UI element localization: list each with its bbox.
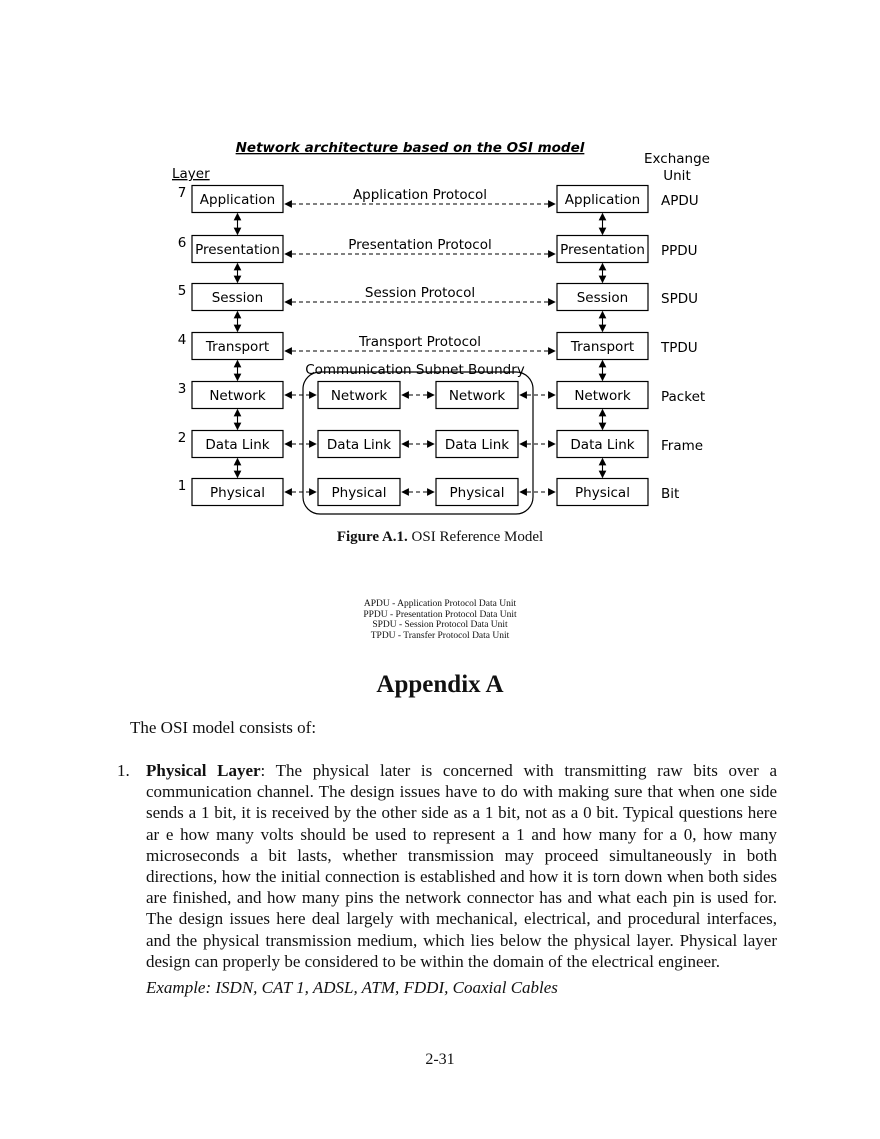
protocol-label: Application Protocol — [352, 187, 488, 203]
exchange-unit: SPDU — [661, 291, 698, 307]
exchange-unit: Bit — [661, 486, 680, 502]
abbreviation-line: APDU - Application Protocol Data Unit — [363, 599, 517, 609]
abbreviation-line: PPDU - Presentation Protocol Data Unit — [363, 609, 517, 620]
list-item-body — [146, 760, 777, 972]
host-b-layer-label: Session — [576, 290, 629, 306]
protocol-label: Presentation Protocol — [348, 237, 492, 253]
host-b-layer-label: Physical — [575, 485, 630, 501]
abbreviation-list — [0, 599, 880, 641]
exchange-unit: TPDU — [661, 340, 698, 356]
layer-number: 5 — [177, 283, 187, 299]
host-a-layer-label: Session — [211, 290, 264, 306]
layer-number: 7 — [177, 185, 187, 201]
list-item-example: Example: ISDN, CAT 1, ADSL, ATM, FDDI, Coaxial Cables — [146, 978, 558, 998]
router-a-layer-label: Network — [330, 388, 388, 404]
figure-caption — [0, 529, 880, 546]
list-item-number: 1. — [117, 761, 130, 780]
protocol-label: Transport Protocol — [358, 334, 482, 350]
layer-number: 1 — [177, 478, 187, 494]
host-b-layer-label: Presentation — [560, 242, 645, 258]
router-b-layer-label: Network — [448, 388, 506, 404]
host-a-layer-label: Physical — [210, 485, 265, 501]
host-a-layer-label: Presentation — [195, 242, 280, 258]
list-item-text: : The physical later is concerned with transmitting raw bits over a communication channel. The design issues have to do with making sure that when one side sends a 1 bit, it is received by the other side as a 1 bit, not as a 0 bit. Typical questions here ar e how many volts should be used to represent a 1 and how many for a 0, how many microseconds a bit lasts, whether transmission may proceed simultaneously in both directions, how the initial connection is established and how it is torn down when both sides are finished, and how many pins the network connector has and what each pin is used for. The design issues here deal largely with mechanical, electrical, and procedural interfaces, and the physical transmission medium, which lies below the physical layer. Physical layer design can properly be considered to be within the domain of the electrical engineer. — [146, 761, 777, 971]
router-a-layer-label: Physical — [331, 485, 387, 501]
host-a-layer-label: Network — [209, 388, 266, 404]
host-b-layer-label: Network — [574, 388, 631, 404]
router-b-layer-label: Data Link — [444, 437, 510, 453]
list-item — [117, 760, 777, 998]
protocol-label: Session Protocol — [364, 285, 476, 301]
diagram-title: Network architecture based on the OSI model — [235, 140, 585, 156]
abbreviation-line: SPDU - Session Protocol Data Unit — [372, 620, 508, 630]
exchange-unit: APDU — [661, 193, 699, 209]
layer-number: 6 — [177, 235, 187, 251]
layer-number: 4 — [177, 332, 187, 348]
osi-diagram — [160, 132, 720, 522]
exchange-unit: Packet — [661, 389, 706, 405]
layer-number: 2 — [177, 430, 187, 446]
router-b-layer-label: Physical — [449, 485, 505, 501]
host-a-layer-label: Data Link — [205, 437, 270, 453]
host-b-layer-label: Transport — [570, 339, 635, 355]
unit-heading: Unit — [663, 168, 691, 184]
subnet-label: Communication Subnet Boundry — [305, 362, 525, 378]
intro-text: The OSI model consists of: — [130, 718, 317, 737]
exchange-unit: PPDU — [661, 243, 698, 259]
router-a-layer-label: Data Link — [326, 437, 392, 453]
abbreviation-line: TPDU - Transfer Protocol Data Unit — [370, 630, 510, 641]
list-item-term: Physical Layer — [146, 761, 261, 780]
figure-label: Figure A.1. — [336, 529, 408, 545]
host-a-layer-label: Application — [199, 192, 276, 208]
layer-heading: Layer — [172, 166, 210, 182]
host-b-layer-label: Application — [564, 192, 641, 208]
exchange-unit: Frame — [661, 438, 704, 454]
osi-layers — [178, 185, 705, 506]
layer-number: 3 — [177, 381, 187, 397]
exchange-heading: Exchange — [644, 151, 710, 167]
host-a-layer-label: Transport — [205, 339, 270, 355]
appendix-title: Appendix A — [376, 671, 504, 698]
host-b-layer-label: Data Link — [570, 437, 635, 453]
figure-caption-text: OSI Reference Model — [411, 529, 544, 545]
page-number: 2-31 — [425, 1051, 455, 1068]
